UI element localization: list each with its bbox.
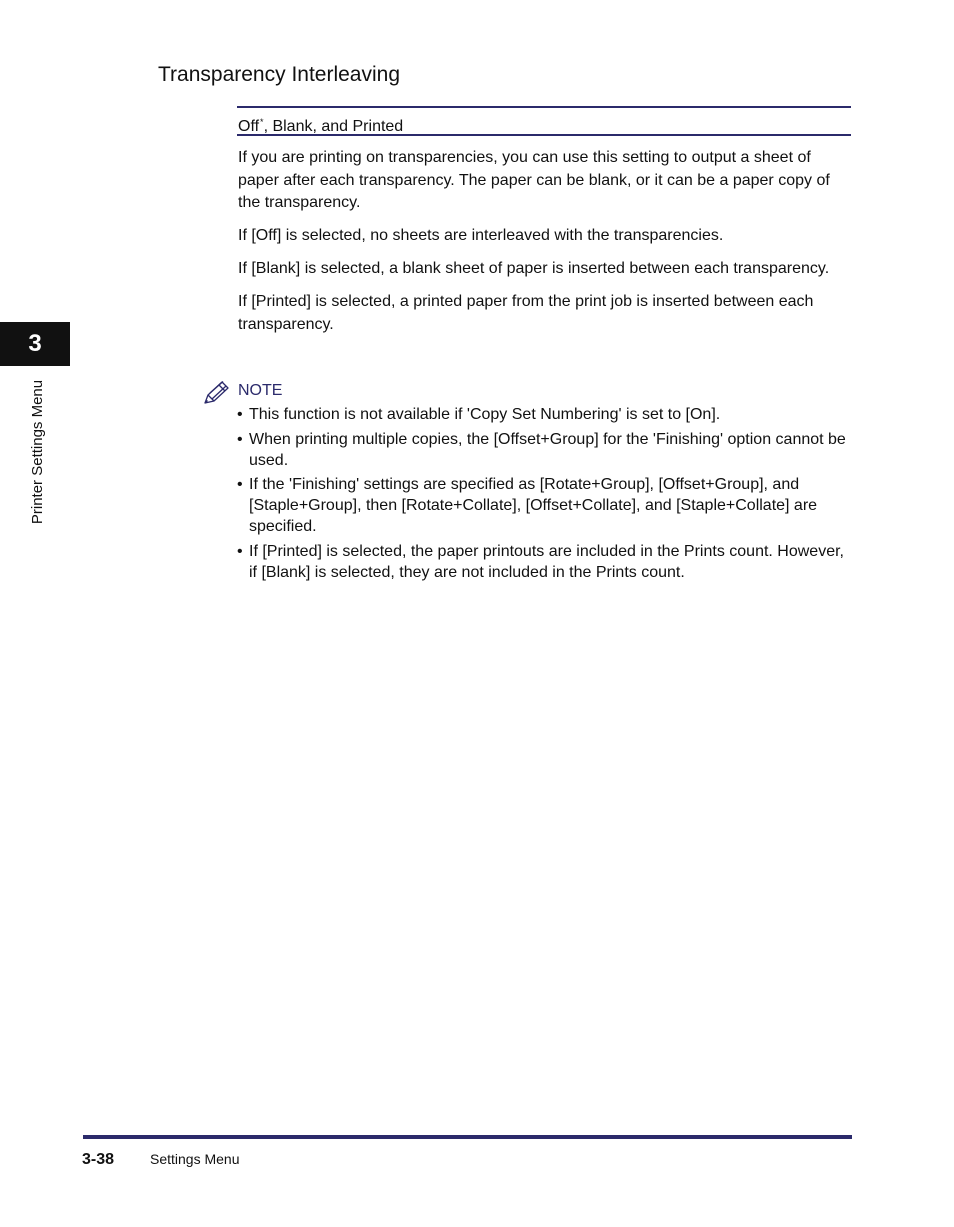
list-item: [237, 541, 851, 583]
bullet: •: [237, 430, 243, 448]
footer-rule: [83, 1135, 852, 1139]
note-text: If the 'Finishing' settings are specified as [Rotate+Group], [Offset+Group], and [Staple+Group], then [Rotate+Collate], [Offset+Collate], and [Staple+Collate] are specified.: [249, 476, 818, 535]
list-item: [237, 474, 851, 537]
pencil-icon: [202, 379, 232, 407]
list-item: [237, 429, 851, 471]
bullet: •: [237, 406, 243, 423]
bullet: •: [237, 476, 243, 493]
paragraph: If [Blank] is selected, a blank sheet of paper is inserted between each transparency.: [238, 260, 830, 277]
note-text: This function is not available if 'Copy Set Numbering' is set to [On].: [249, 406, 721, 423]
bullet: •: [237, 542, 243, 560]
page-number: 3-38: [82, 1151, 115, 1168]
options-box: [237, 106, 851, 136]
option-off: Off: [238, 118, 260, 135]
note-list: [237, 404, 851, 586]
note-text: If [Printed] is selected, the paper printouts are included in the Prints count. However, if [Blank] is selected, they are not included in the Prints count.: [249, 542, 844, 581]
section-title: Transparency Interleaving: [158, 63, 401, 86]
note-label: NOTE: [238, 382, 283, 399]
paragraph: If [Off] is selected, no sheets are interleaved with the transparencies.: [238, 227, 724, 244]
footer-section-name: Settings Menu: [150, 1151, 240, 1167]
list-item: [237, 404, 851, 425]
chapter-tab: 3: [0, 322, 70, 366]
chapter-label: Printer Settings Menu: [29, 379, 46, 525]
default-mark: *: [260, 117, 264, 127]
options-values: [238, 113, 403, 136]
option-rest: , Blank, and Printed: [263, 118, 404, 135]
note-text: When printing multiple copies, the [Offset+Group] for the 'Finishing' option cannot be used.: [249, 430, 846, 469]
section-body: [238, 147, 850, 347]
paragraph: If you are printing on transparencies, you can use this setting to output a sheet of paper after each transparency. The paper can be blank, or it can be a paper copy of the transparency.: [238, 149, 830, 211]
paragraph: If [Printed] is selected, a printed paper from the print job is inserted between each transparency.: [238, 293, 814, 333]
